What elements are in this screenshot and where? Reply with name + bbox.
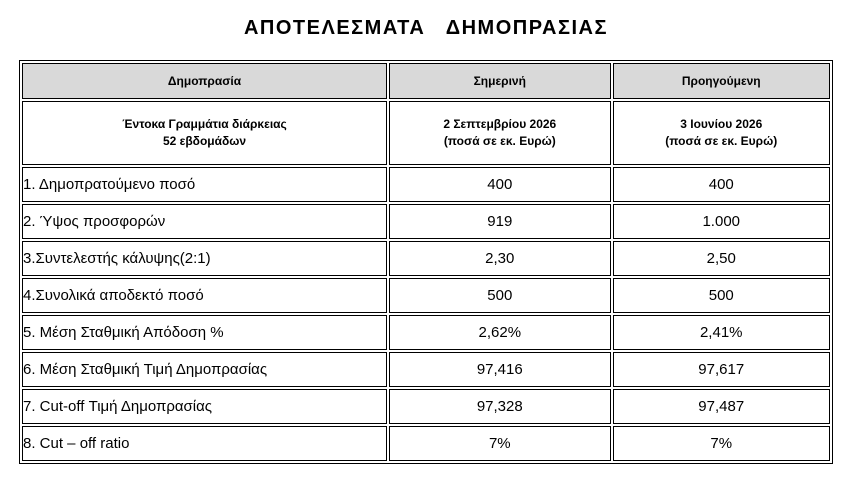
row-current-value: 500 (389, 278, 610, 313)
subheader-current-date (389, 101, 610, 165)
row-previous-value: 1.000 (613, 204, 831, 239)
row-label: 7. Cut-off Τιμή Δημοπρασίας (22, 389, 387, 424)
row-current-value: 2,30 (389, 241, 610, 276)
row-previous-value: 97,487 (613, 389, 831, 424)
row-label: 6. Μέση Σταθμική Τιμή Δημοπρασίας (22, 352, 387, 387)
page-title: ΑΠΟΤΕΛΕΣΜΑΤΑ ΔΗΜΟΠΡΑΣΙΑΣ (243, 17, 608, 39)
header-current: Σημερινή (389, 63, 610, 99)
row-previous-value: 2,50 (613, 241, 831, 276)
row-label: 8. Cut – off ratio (22, 426, 387, 461)
row-label: 2. Ύψος προσφορών (22, 204, 387, 239)
row-current-value: 97,328 (389, 389, 610, 424)
subheader-current-line2: (ποσά σε εκ. Ευρώ) (443, 134, 556, 148)
table-row (22, 352, 830, 387)
auction-results-table (19, 60, 833, 464)
subheader-instrument-line2: 52 εβδομάδων (162, 134, 247, 148)
table-row (22, 389, 830, 424)
row-current-value: 400 (389, 167, 610, 202)
row-label: 5. Μέση Σταθμική Απόδοση % (22, 315, 387, 350)
row-previous-value: 500 (613, 278, 831, 313)
subheader-previous-date (613, 101, 831, 165)
table-row (22, 278, 830, 313)
table-row (22, 426, 830, 461)
subheader-instrument-line1: Έντοκα Γραμμάτια διάρκειας (122, 117, 287, 131)
header-auction: Δημοπρασία (22, 63, 387, 99)
row-current-value: 97,416 (389, 352, 610, 387)
row-previous-value: 2,41% (613, 315, 831, 350)
table-subheader-row (22, 101, 830, 165)
row-label: 4.Συνολικά αποδεκτό ποσό (22, 278, 387, 313)
row-label: 3.Συντελεστής κάλυψης(2:1) (22, 241, 387, 276)
row-current-value: 919 (389, 204, 610, 239)
table-row (22, 315, 830, 350)
subheader-instrument (22, 101, 387, 165)
row-current-value: 7% (389, 426, 610, 461)
subheader-previous-line2: (ποσά σε εκ. Ευρώ) (665, 134, 778, 148)
row-current-value: 2,62% (389, 315, 610, 350)
table-row (22, 204, 830, 239)
subheader-current-line1: 2 Σεπτεμβρίου 2026 (443, 117, 557, 131)
row-previous-value: 7% (613, 426, 831, 461)
header-previous: Προηγούμενη (613, 63, 831, 99)
row-previous-value: 97,617 (613, 352, 831, 387)
subheader-previous-line1: 3 Ιουνίου 2026 (680, 117, 763, 131)
row-previous-value: 400 (613, 167, 831, 202)
table-row (22, 241, 830, 276)
table-row (22, 167, 830, 202)
table-header-row (22, 63, 830, 99)
row-label: 1. Δημοπρατούμενο ποσό (22, 167, 387, 202)
